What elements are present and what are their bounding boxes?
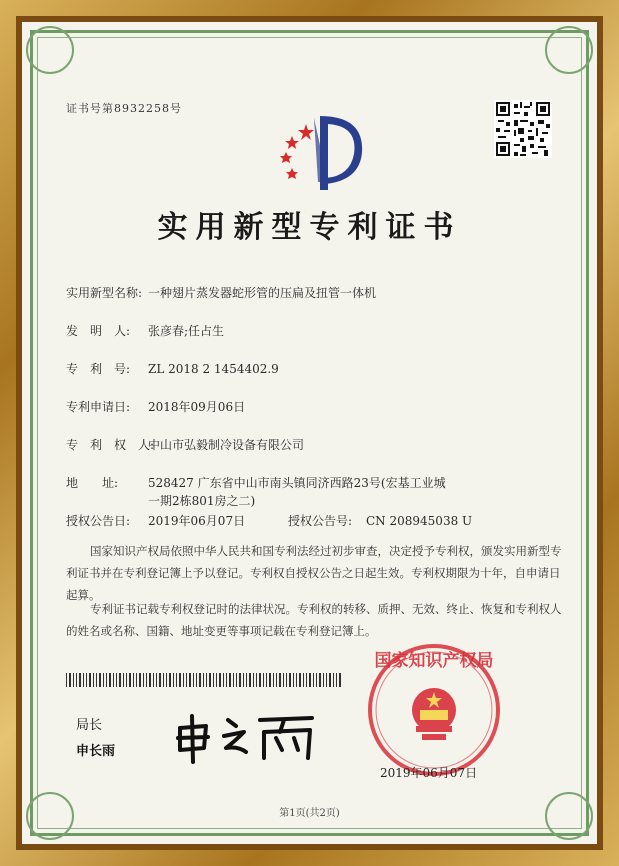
official-seal-stamp bbox=[364, 640, 504, 780]
field-inventor: 发 明 人: 张彦春;任占生 bbox=[66, 324, 225, 338]
barcode-strip bbox=[66, 673, 342, 687]
corner-ornament-tr bbox=[545, 26, 593, 74]
seal-date: 2019年06月07日 bbox=[380, 766, 478, 780]
field-address-line2: 一期2栋801房之二) bbox=[148, 494, 256, 508]
paragraph-legal-status: 专利证书记载专利权登记时的法律状况。专利权的转移、质押、无效、终止、恢复和专利权人的姓名或名称、国籍、地址变更等事项记载在专利登记簿上。 bbox=[66, 602, 562, 638]
certificate-paper bbox=[22, 22, 597, 844]
svg-text:国家知识产权局: 国家知识产权局 bbox=[374, 651, 494, 671]
patent-office-emblem-icon bbox=[262, 108, 372, 198]
director-name: 申长雨 bbox=[76, 744, 116, 759]
director-title: 局长 bbox=[76, 718, 103, 733]
field-address: 地 址: 528427 广东省中山市南头镇同济西路23号(宏基工业城 bbox=[66, 476, 446, 490]
handwritten-signature bbox=[172, 706, 322, 766]
field-application-date: 专利申请日: 2018年09月06日 bbox=[66, 400, 246, 414]
certificate-number: 证书号第8932258号 bbox=[66, 102, 182, 115]
field-patent-number: 专 利 号: ZL 2018 2 1454402.9 bbox=[66, 362, 279, 376]
paragraph-grant-statement: 国家知识产权局依照中华人民共和国专利法经过初步审查，决定授予专利权，颁发实用新型专利证书并在专利登记簿上予以登记。专利权自授权公告之日起生效。专利权期限为十年，自申请日起算。 bbox=[66, 544, 562, 602]
field-utility-model-name: 实用新型名称: 一种翅片蒸发器蛇形管的压扁及扭管一体机 bbox=[66, 286, 377, 300]
certificate-title: 实用新型专利证书 bbox=[157, 210, 462, 245]
page-number: 第1页(共2页) bbox=[279, 808, 340, 819]
field-patentee: 专 利 权 人:中山市弘毅制冷设备有限公司 bbox=[66, 438, 305, 452]
qr-code-icon bbox=[494, 100, 552, 158]
corner-ornament-tl bbox=[26, 26, 74, 74]
field-grant: 授权公告日: 2019年06月07日 授权公告号: CN 208945038 U bbox=[66, 514, 473, 528]
